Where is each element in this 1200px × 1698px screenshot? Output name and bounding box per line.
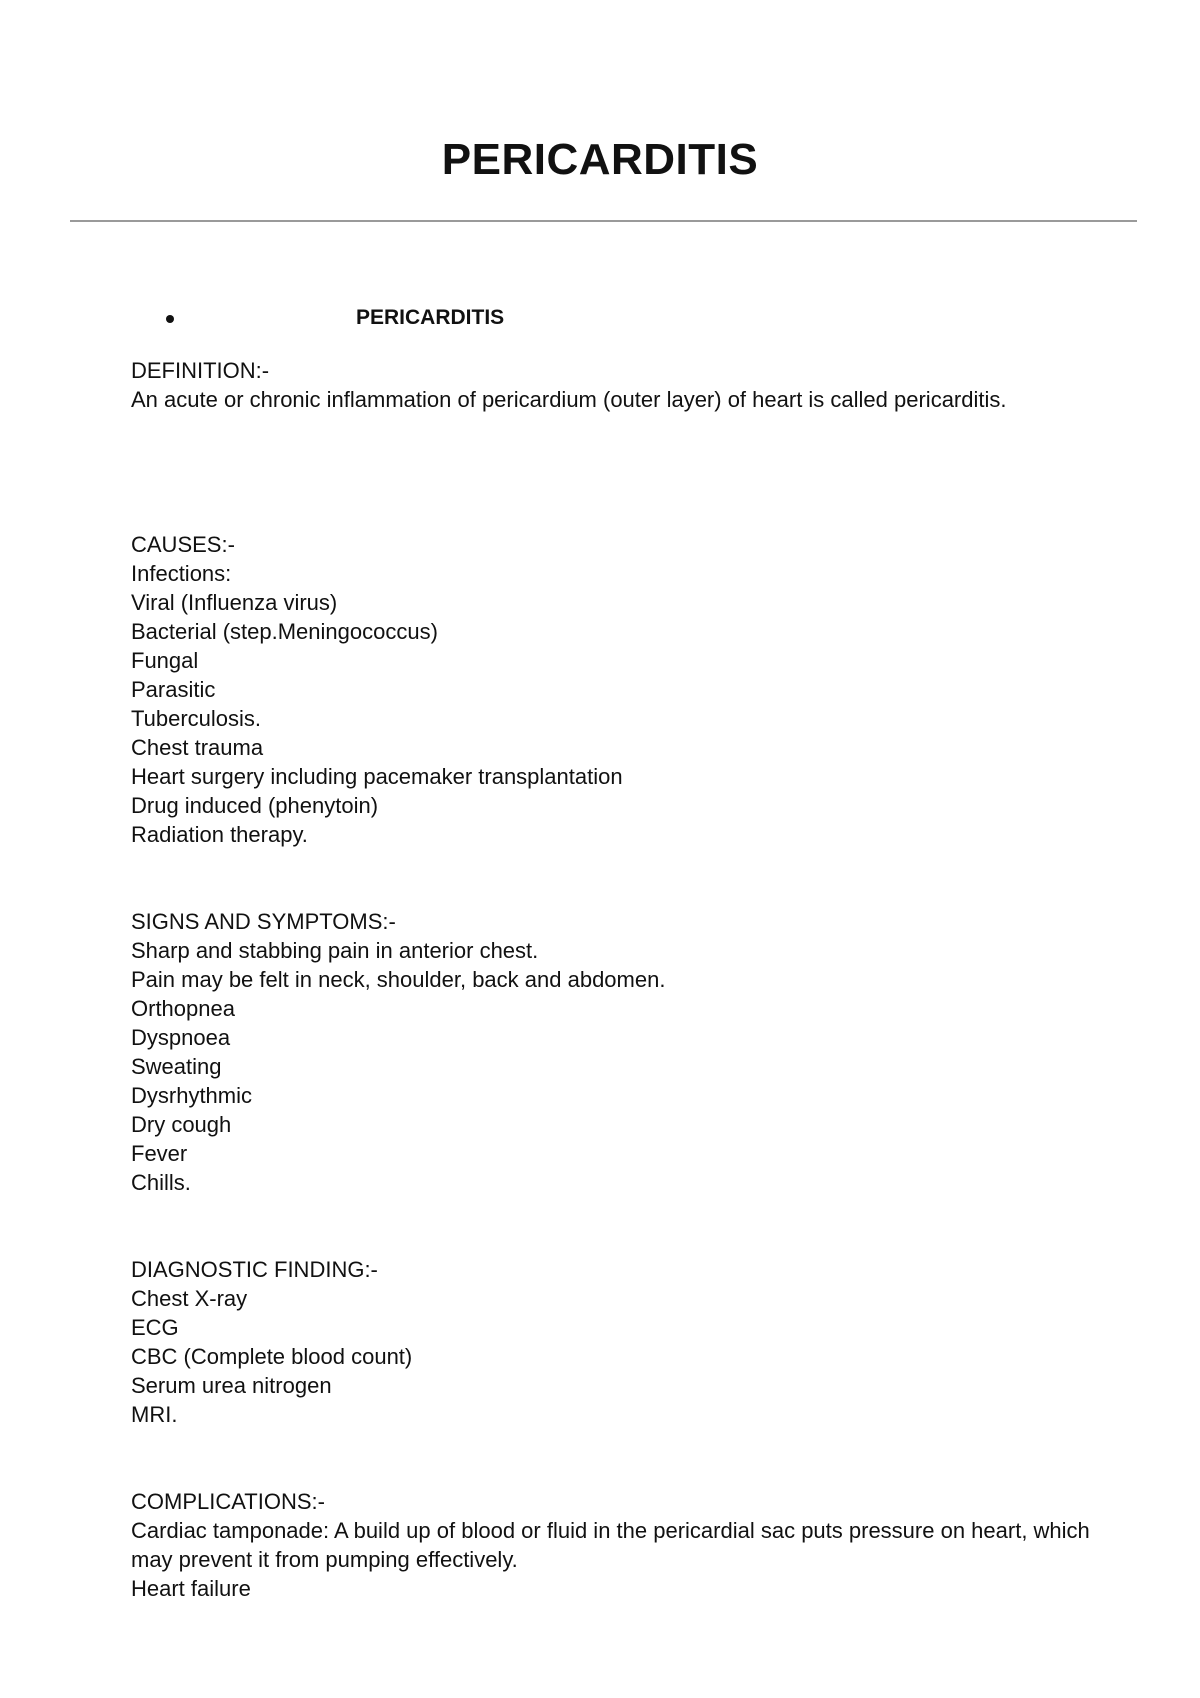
causes-section: [131, 530, 1091, 849]
diagnostic-heading: DIAGNOSTIC FINDING:-: [131, 1257, 378, 1282]
causes-item: Drug induced (phenytoin): [131, 793, 379, 818]
causes-item: Heart surgery including pacemaker transplantation: [131, 764, 623, 789]
causes-item: Infections:: [131, 561, 232, 586]
definition-heading: DEFINITION:-: [131, 358, 270, 383]
bullet-icon: [166, 315, 174, 323]
causes-item: Bacterial (step.Meningococcus): [131, 619, 438, 644]
causes-item: Viral (Influenza virus): [131, 590, 338, 615]
complications-heading: COMPLICATIONS:-: [131, 1489, 325, 1514]
signs-item: Pain may be felt in neck, shoulder, back and abdomen.: [131, 967, 666, 992]
signs-item: Sharp and stabbing pain in anterior chest.: [131, 938, 539, 963]
causes-item: Tuberculosis.: [131, 706, 262, 731]
definition-text: An acute or chronic inflammation of pericardium (outer layer) of heart is called pericarditis.: [131, 387, 1007, 412]
signs-heading: SIGNS AND SYMPTOMS:-: [131, 909, 396, 934]
diagnostic-item: CBC (Complete blood count): [131, 1344, 413, 1369]
signs-item: Chills.: [131, 1170, 191, 1195]
diagnostic-section: [131, 1255, 1091, 1429]
bullet-heading: PERICARDITIS: [356, 306, 505, 329]
causes-item: Chest trauma: [131, 735, 264, 760]
signs-item: Dysrhythmic: [131, 1083, 253, 1108]
title-divider: [70, 220, 1137, 222]
causes-item: Radiation therapy.: [131, 822, 308, 847]
complications-section: [131, 1487, 1091, 1603]
diagnostic-item: Chest X-ray: [131, 1286, 248, 1311]
signs-section: [131, 907, 1091, 1197]
causes-heading: CAUSES:-: [131, 532, 235, 557]
document-title: PERICARDITIS: [441, 135, 759, 184]
causes-item: Fungal: [131, 648, 199, 673]
signs-item: Dyspnoea: [131, 1025, 231, 1050]
causes-item: Parasitic: [131, 677, 216, 702]
signs-item: Dry cough: [131, 1112, 232, 1137]
diagnostic-item: ECG: [131, 1315, 179, 1340]
complications-item: Cardiac tamponade: A build up of blood or fluid in the pericardial sac puts pressure on heart, which may prevent it from pumping effectively.: [131, 1518, 1090, 1572]
definition-section: [131, 356, 1091, 414]
complications-item: Heart failure: [131, 1576, 251, 1601]
signs-item: Orthopnea: [131, 996, 235, 1021]
diagnostic-item: Serum urea nitrogen: [131, 1373, 332, 1398]
diagnostic-item: MRI.: [131, 1402, 178, 1427]
bullet-heading-row: [160, 304, 760, 332]
signs-item: Fever: [131, 1141, 188, 1166]
document-body: [131, 356, 1091, 1603]
signs-item: Sweating: [131, 1054, 222, 1079]
